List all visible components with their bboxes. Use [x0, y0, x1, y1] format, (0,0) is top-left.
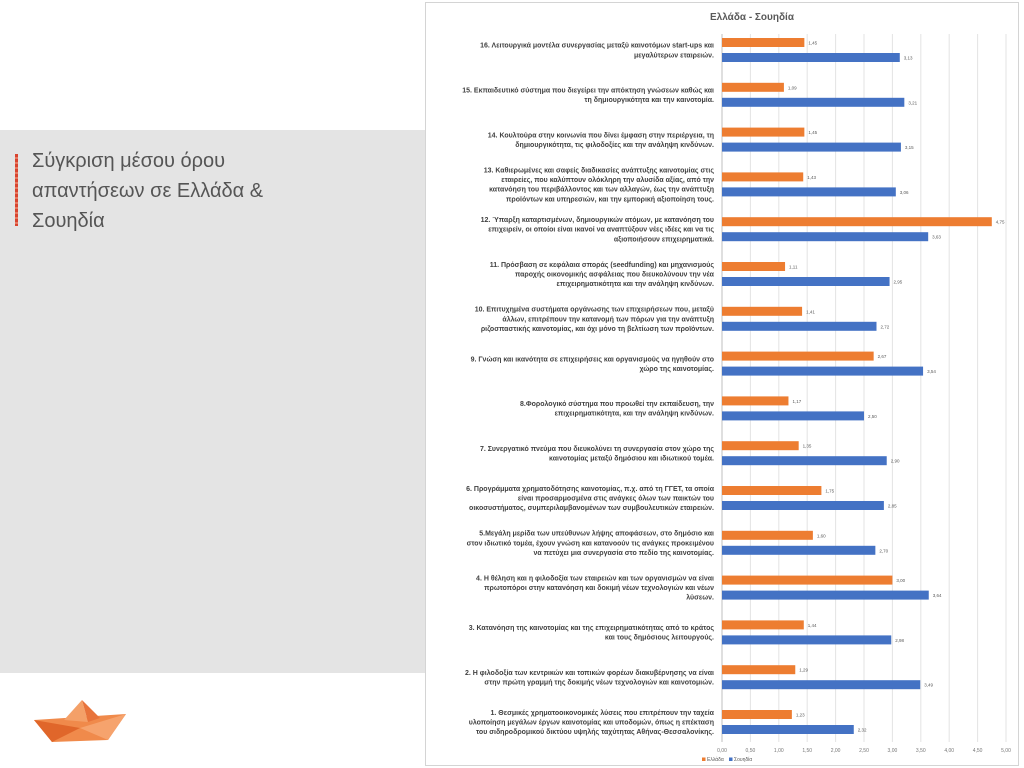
- data-label-greece: 1,23: [795, 712, 805, 718]
- data-label-sweden: 3,15: [904, 145, 914, 151]
- data-label-greece: 1,11: [789, 264, 798, 270]
- category-label: 3. Κατανόηση της καινοτομίας και της επιχειρηματικότητας από το κράτος: [468, 625, 714, 633]
- category-label: επιχειρείν, οι οποίοι είναι ικανοί να αναπτύξουν νέες ιδέες και να τις: [488, 226, 714, 234]
- bar-sweden: [722, 98, 904, 107]
- category-label: στην πρώτη γραμμή της δοκιμής νέων τεχνολογιών και καινοτομιών.: [484, 679, 714, 687]
- data-label-sweden: 3,13: [903, 55, 913, 61]
- category-label: να πετύχει μια συνεργασία στο πεδίο της καινοτομίας.: [533, 549, 714, 557]
- x-tick-label: 4,50: [972, 748, 983, 754]
- x-tick-label: 4,00: [944, 748, 955, 754]
- data-label-sweden: 2,72: [880, 324, 890, 330]
- legend-swatch: [729, 758, 733, 762]
- category-label: στον ιδιωτικό τομέα, έχουν γνώση και κατανοούν τις ανάγκες προκειμένου: [466, 540, 714, 548]
- data-label-greece: 1,60: [816, 533, 826, 539]
- x-tick-label: 2,00: [830, 748, 841, 754]
- category-label: και τους δημόσιους λειτουργούς.: [604, 634, 714, 642]
- category-label: 15. Εκπαιδευτικό σύστημα που διεγείρει την απόκτηση γνώσεων καθώς και: [462, 87, 714, 95]
- bar-greece: [722, 620, 804, 629]
- data-label-greece: 2,67: [877, 354, 887, 360]
- accent-bar: [15, 154, 18, 226]
- data-label-greece: 1,75: [825, 488, 835, 494]
- legend-label: Σουηδία: [734, 757, 753, 763]
- bar-greece: [722, 531, 813, 540]
- category-label: αξιοποιήσουν επιχειρηματικά.: [613, 236, 714, 244]
- data-label-sweden: 2,98: [895, 637, 905, 643]
- data-label-greece: 1,45: [808, 130, 818, 136]
- category-label: 4. Η θέληση και η φιλοδοξία των εταιρειών και των οργανισμών να είναι: [476, 575, 714, 583]
- bar-greece: [722, 83, 784, 92]
- bar-greece: [722, 576, 892, 585]
- data-label-sweden: 3,49: [924, 682, 933, 688]
- category-label: υλοποίηση μεγάλων έργων καινοτομίας και υποδομών, όπως η επέκταση: [468, 719, 714, 727]
- bar-sweden: [722, 411, 864, 420]
- category-label: είναι προσαρμοσμένα στις ανάγκες όλων των παικτών του: [517, 495, 714, 503]
- bar-greece: [722, 396, 788, 405]
- bar-greece: [722, 262, 785, 271]
- slide-title: Σύγκριση μέσου όρου απαντήσεων σε Ελλάδα & Σουηδία: [32, 150, 264, 232]
- category-label: 12. Ύπαρξη καταρτισμένων, δημιουργικών ατόμων, με κατανόηση του: [480, 217, 714, 225]
- category-label: καινοτομίας μεταξύ δημόσιου και ιδιωτικού τομέα.: [549, 455, 714, 463]
- chart-title: Ελλάδα - Σουηδία: [710, 12, 794, 23]
- x-tick-label: 5,00: [1001, 748, 1011, 754]
- category-label: 5.Μεγάλη μερίδα των υπεύθυνων λήψης αποφάσεων, στο δημόσιο και: [479, 530, 714, 538]
- category-label: προϊόντων και υπηρεσιών, και την εμπορική αξιοποίηση τους.: [506, 196, 714, 204]
- category-label: παροχής οικονομικής ασφάλειας που διευκολύνουν την νέα: [514, 271, 714, 279]
- bar-sweden: [722, 232, 928, 241]
- data-label-sweden: 3,21: [908, 100, 918, 106]
- data-label-sweden: 2,32: [857, 727, 867, 733]
- bar-sweden: [722, 680, 920, 689]
- category-label: τη δημιουργικότητα και την καινοτομία.: [584, 97, 714, 105]
- bar-sweden: [722, 367, 923, 376]
- bar-greece: [722, 352, 874, 361]
- chart-legend: [702, 756, 752, 763]
- category-label: 10. Επιτυχημένα συστήματα οργάνωσης των επιχειρήσεων που, μεταξύ: [474, 306, 714, 314]
- bar-sweden: [722, 546, 875, 555]
- x-tick-label: 1,50: [802, 748, 813, 754]
- data-label-sweden: 2,95: [893, 279, 903, 285]
- bar-greece: [722, 217, 992, 226]
- bar-greece: [722, 710, 792, 719]
- data-label-greece: 1,09: [787, 85, 797, 91]
- data-label-sweden: 3,64: [932, 593, 942, 599]
- data-label-greece: 1,45: [808, 40, 818, 46]
- x-tick-label: 0,50: [745, 748, 756, 754]
- category-label: λύσεων.: [686, 594, 714, 602]
- bar-greece: [722, 486, 821, 495]
- category-label: κατανόηση του περιβάλλοντος και των αλλαγών, έως την ανάπτυξη: [489, 186, 714, 194]
- data-label-greece: 3,00: [896, 578, 906, 584]
- category-label: μεγαλύτερων εταιρειών.: [633, 52, 714, 60]
- data-label-greece: 1,17: [792, 398, 802, 404]
- data-label-sweden: 3,06: [899, 189, 909, 195]
- category-label: του σιδηροδρομικού δικτύου υψηλής ταχύτητας Αθήνας-Θεσσαλονίκης.: [475, 729, 714, 737]
- bar-sweden: [722, 322, 876, 331]
- bar-sweden: [722, 725, 854, 734]
- category-label: 8.Φορολογικό σύστημα που προωθεί την εκπαίδευση, την: [520, 401, 714, 409]
- data-label-greece: 1,41: [806, 309, 815, 315]
- x-tick-label: 0,00: [717, 748, 727, 754]
- category-label: πρωτοπόροι στην κατανόηση και δοκιμή νέων τεχνολογιών και νέων: [484, 585, 714, 593]
- data-label-sweden: 2,50: [868, 413, 877, 419]
- data-label-greece: 1,44: [807, 622, 817, 628]
- category-label: επιχειρηματικότητα και την ανάληψη κινδύνων.: [556, 281, 714, 289]
- paper-boat-logo: [30, 698, 130, 748]
- x-tick-label: 3,50: [915, 748, 926, 754]
- bar-sweden: [722, 53, 900, 62]
- bar-sweden: [722, 635, 891, 644]
- category-label: άλλων, επιτρέπουν την κατανομή των πόρων για την ανάπτυξη: [502, 316, 714, 324]
- bar-sweden: [722, 277, 890, 286]
- bar-sweden: [722, 591, 929, 600]
- bar-sweden: [722, 501, 884, 510]
- bar-greece: [722, 441, 799, 450]
- data-label-sweden: 2,90: [890, 458, 900, 464]
- bar-greece: [722, 38, 804, 47]
- category-label: 16. Λειτουργικά μοντέλα συνεργασίας μεταξύ καινοτόμων start-ups και: [480, 42, 714, 50]
- bar-sweden: [722, 187, 896, 196]
- category-label: 1. Θεσμικές χρηματοοικονομικές λύσεις που επιτρέπουν την ταχεία: [490, 709, 714, 717]
- data-label-greece: 1,29: [799, 667, 809, 673]
- data-label-greece: 4,75: [995, 219, 1005, 225]
- data-label-greece: 1,43: [807, 174, 816, 180]
- data-label-sweden: 2,85: [887, 503, 897, 509]
- category-label: 9. Γνώση και ικανότητα σε επιχειρήσεις και οργανισμούς να ηγηθούν στο: [470, 356, 714, 364]
- category-label: οικοσυστήματος, συμπεριλαμβανομένων των συμβουλευτικών εταιρειών.: [469, 505, 714, 513]
- category-label: 7. Συνεργατικό πνεύμα που διευκολύνει τη συνεργασία στον χώρο της: [479, 445, 714, 453]
- data-label-sweden: 3,63: [932, 234, 941, 240]
- x-tick-label: 3,00: [887, 748, 898, 754]
- category-label: ριζοσπαστικής καινοτομίας, και όχι μόνο τη βελτίωση των προϊόντων.: [480, 325, 714, 333]
- legend-swatch: [702, 758, 706, 762]
- bar-greece: [722, 307, 802, 316]
- data-label-greece: 1,35: [802, 443, 812, 449]
- legend-label: Ελλάδα: [707, 757, 724, 763]
- bar-greece: [722, 128, 804, 137]
- data-label-sweden: 3,54: [927, 369, 936, 375]
- x-tick-label: 2,50: [859, 748, 869, 754]
- category-label: χώρο της καινοτομίας.: [639, 365, 714, 373]
- bar-sweden: [722, 143, 901, 152]
- category-label: επιχειρηματικότητα, και την ανάληψη κινδύνων.: [554, 410, 714, 418]
- x-tick-label: 1,00: [773, 748, 784, 754]
- data-label-sweden: 2,70: [879, 548, 889, 554]
- category-label: δημιουργικότητα, τις φιλοδοξίες και την ανάληψη κινδύνων.: [515, 141, 714, 149]
- bar-sweden: [722, 456, 887, 465]
- bar-greece: [722, 172, 803, 181]
- category-label: εταιρείες, που καλύπτουν ολόκληρη την αλυσίδα αξίας, από την: [501, 177, 714, 185]
- category-label: 11. Πρόσβαση σε κεφάλαια σποράς (seedfunding) και μηχανισμούς: [489, 261, 714, 269]
- category-label: 13. Καθιερωμένες και σαφείς διαδικασίες ανάπτυξης καινοτομίας στις: [483, 167, 714, 175]
- category-label: 2. Η φιλοδοξία των κεντρικών και τοπικών φορέων διακυβέρνησης να είναι: [465, 669, 714, 677]
- bar-chart: [425, 2, 1019, 766]
- category-label: 6. Προγράμματα χρηματοδότησης καινοτομίας, π.χ. από τη ΓΓΕΤ, τα οποία: [466, 485, 714, 493]
- category-label: 14. Κουλτούρα στην κοινωνία που δίνει έμφαση στην περιέργεια, τη: [487, 132, 714, 140]
- bar-greece: [722, 665, 795, 674]
